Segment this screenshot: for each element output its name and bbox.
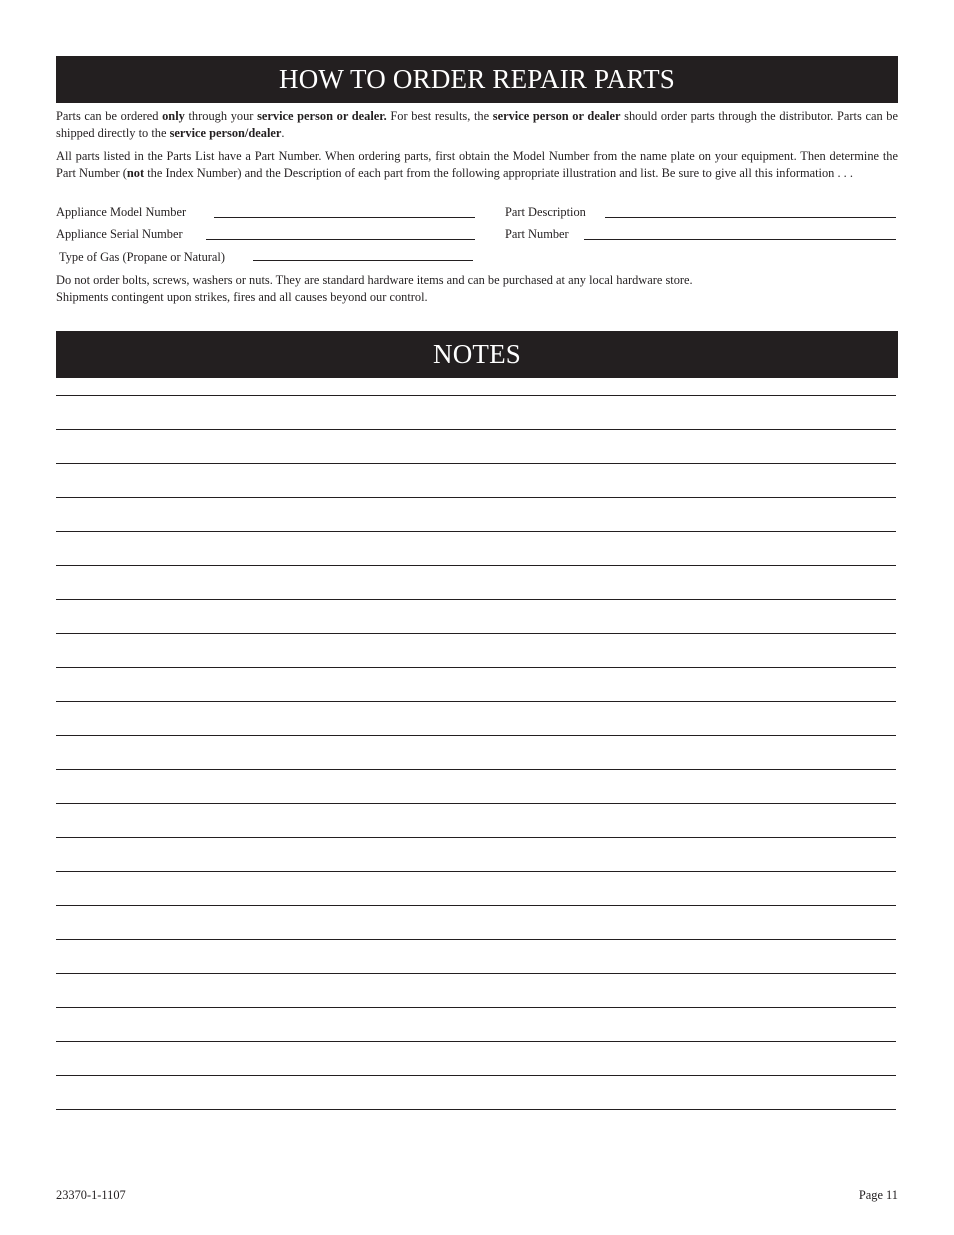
note-line[interactable]: [56, 905, 896, 906]
note-line[interactable]: [56, 939, 896, 940]
gas-type-blank[interactable]: [253, 260, 473, 261]
note-line[interactable]: [56, 837, 896, 838]
part-description-blank[interactable]: [605, 217, 896, 218]
text-run: the Index Number) and the Description of each part from the following appropriate illustration and list. Be sure to give all this information . . .: [144, 166, 853, 180]
emphasis-service-dealer: service person or dealer: [492, 109, 621, 123]
part-number-paragraph: [56, 148, 898, 182]
text-run: should order parts through the distributor. Parts can be shipped directly to the: [56, 109, 898, 140]
note-line[interactable]: [56, 463, 896, 464]
emphasis-service-person-dealer: service person/dealer: [169, 126, 282, 140]
part-number-blank[interactable]: [584, 239, 896, 240]
note-line[interactable]: [56, 633, 896, 634]
note-line[interactable]: [56, 735, 896, 736]
note-line[interactable]: [56, 1109, 896, 1110]
note-line[interactable]: [56, 803, 896, 804]
note-line[interactable]: [56, 497, 896, 498]
text-run: Parts can be ordered: [56, 109, 163, 123]
note-line[interactable]: [56, 871, 896, 872]
ordering-paragraph: [56, 108, 898, 142]
note-line[interactable]: [56, 429, 896, 430]
text-run: All parts listed in the Parts List have a Part Number. When ordering parts, first obtain the Model Number from the name plate on your equipment. Then determine the Part Number (: [56, 149, 898, 180]
note-line[interactable]: [56, 599, 896, 600]
part-description-label: Part Description: [505, 205, 586, 219]
part-number-label: Part Number: [505, 227, 569, 241]
note-line[interactable]: [56, 531, 896, 532]
hardware-note: Do not order bolts, screws, washers or nuts. They are standard hardware items and can be purchased at any local hardware store.: [56, 273, 693, 287]
document-number: 23370-1-1107: [56, 1188, 126, 1202]
notes-title: NOTES: [433, 339, 521, 369]
note-line[interactable]: [56, 769, 896, 770]
note-line[interactable]: [56, 1007, 896, 1008]
text-run: .: [281, 126, 285, 140]
shipment-note: Shipments contingent upon strikes, fires and all causes beyond our control.: [56, 290, 428, 304]
note-line[interactable]: [56, 395, 896, 396]
note-line[interactable]: [56, 1041, 896, 1042]
note-line[interactable]: [56, 667, 896, 668]
emphasis-only: only: [162, 109, 185, 123]
order-parts-header: [56, 56, 898, 103]
text-run: For best results, the: [386, 109, 493, 123]
note-line[interactable]: [56, 701, 896, 702]
gas-type-label: Type of Gas (Propane or Natural): [59, 250, 226, 264]
serial-number-label: Appliance Serial Number: [56, 227, 183, 241]
emphasis-not: not: [126, 166, 145, 180]
note-line[interactable]: [56, 1075, 896, 1076]
emphasis-service-dealer: service person or dealer.: [257, 109, 387, 123]
model-number-label: Appliance Model Number: [56, 205, 187, 219]
text-run: through your: [184, 109, 258, 123]
page-number: Page 11: [858, 1188, 898, 1202]
order-parts-title: HOW TO ORDER REPAIR PARTS: [279, 64, 675, 94]
serial-number-blank[interactable]: [206, 239, 475, 240]
note-line[interactable]: [56, 973, 896, 974]
model-number-blank[interactable]: [214, 217, 475, 218]
note-line[interactable]: [56, 565, 896, 566]
notes-header: [56, 331, 898, 378]
